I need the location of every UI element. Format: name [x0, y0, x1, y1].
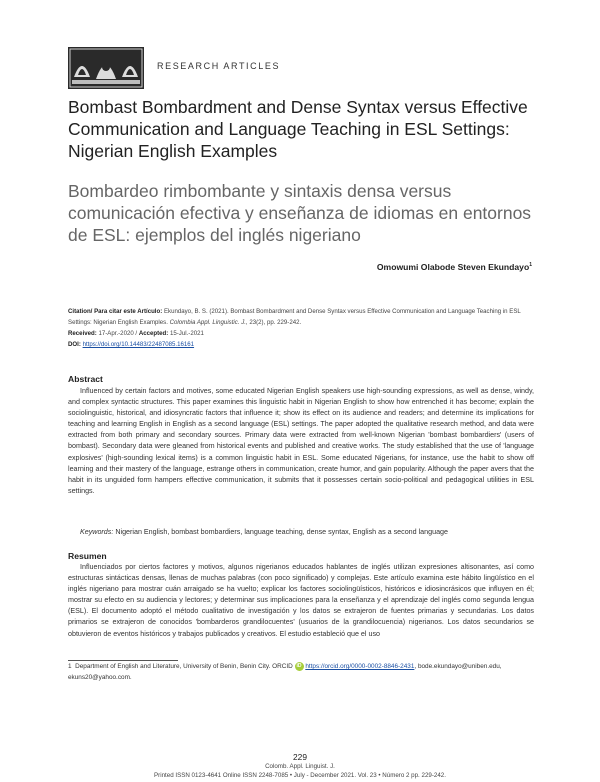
keywords-label: Keywords:: [80, 528, 114, 536]
article-title-english: Bombast Bombardment and Dense Syntax versus Effective Communication and Language Teaching in ESL Settings: Nigerian English Examples: [68, 97, 528, 161]
author-footnote-marker: 1: [529, 262, 532, 269]
footnote-text: Department of English and Literature, University of Benin, Benin City. ORCID: [75, 663, 293, 671]
accepted-label: Accepted:: [138, 330, 169, 337]
received-label: Received:: [68, 330, 97, 337]
citation-text: Ekundayo, B. S. (2021). Bombast Bombardment and Dense Syntax versus Effective Communication and Language Teaching in ESL Settings: Nigerian English Examples.: [68, 308, 521, 326]
footer-issn: Printed ISSN 0123-4641 Online ISSN 2248-7085 • July - December 2021. Vol. 23 • Número 2 pp. 229-242.: [154, 772, 446, 779]
orcid-link[interactable]: https://orcid.org/0000-0002-8846-2431: [305, 663, 415, 671]
citation-label: Citation/ Para citar este Artículo:: [68, 308, 163, 315]
abstract-heading: Abstract: [68, 374, 103, 384]
citation-journal: Colombia Appl. Linguistic. J.,: [169, 319, 248, 326]
keywords-line: [80, 527, 536, 538]
footnote-number: 1: [68, 663, 72, 671]
accepted-date: 15-Jul.-2021: [170, 330, 204, 337]
keywords-text: Nigerian English, bombast bombardiers, language teaching, dense syntax, English as a second language: [115, 528, 448, 536]
footnote: [68, 662, 534, 683]
resumen-text: Influenciados por ciertos factores y motivos, algunos nigerianos educados hablantes de inglés utilizan expresiones altisonantes, así como estructuras sintácticas densas, llenas de muchas palabras (con poco significado) y complejas. Este artículo examina este hábito lingüístico en el inglés nigeriano para mostrar cuán arraigado se ha vuelto; explicar los factores sociolingüísticos, históricos e idiosincrásicos que influyen en él; mostrar su efecto en su audiencia y lectores; y determinar sus implicaciones para la enseñanza y el aprendizaje del inglés como segunda lengua (ESL). El documento adoptó el método cualitativo de investigación y los datos se extrajeron de fuentes primarias y secundarias. Los datos primarios se extrajeron de conocidos 'bombarderos grandilocuentes' (usuarios de la grandilocuencia) nigerianos. Los datos secundarios se obtuvieron de eventos históricos y trabajos publicados y creativos. El estudio estableció que el uso: [68, 563, 534, 638]
dates-line: Received: 17-Apr.-2020 / Accepted: 15-Jul.-2021: [68, 330, 204, 337]
doi-link[interactable]: https://doi.org/10.14483/22487085.16161: [82, 341, 195, 348]
citation-block: [68, 306, 534, 350]
doi-label: DOI:: [68, 341, 81, 348]
resumen-heading: Resumen: [68, 551, 107, 561]
citation-line: [68, 306, 534, 328]
orcid-icon[interactable]: iD: [296, 663, 302, 669]
footer-journal: Colomb. Appl. Linguist. J.: [265, 763, 335, 770]
abstract-text: Influenced by certain factors and motives, some educated Nigerian English speakers use high-sounding expressions, as well as dense, windy, and complex syntactic structures. This paper examines this linguistic habit in Nigerian English to show how entrenched it has become; explain the sociolinguistic, historical, and idiosyncratic factors that influence it; show its effect on its audience and readers; and determine its implications for teaching and learning English in English as a second language (ESL) settings. The paper adopted the qualitative research method, and data were extracted from both primary and secondary sources. Primary data were extracted from well-known Nigerian 'bombast bombardiers' (users of bombast). Secondary data were gleaned from historical events and published and creative works. The study established that the use of 'language explosives' (high-sounding lexical items) is a common linguistic habit in ESL. Some educated Nigerians, for instance, use the habit to show off learning and their mastery of the language, estrange others in communication, create humor, and gain popularity. Although the paper avers that the habit in its unguided form hampers effective communication, it submits that it possesses certain socio-political and pedagogical utilities in ESL settings.: [68, 387, 534, 495]
page-number: 229: [293, 752, 307, 762]
footnote-divider: [68, 660, 178, 661]
doi-line: [68, 339, 534, 350]
footnote-emails: , bode.ekundayo@uniben.edu, ekuns20@yahoo.com.: [68, 663, 502, 681]
article-title-spanish: Bombardeo rimbombante y sintaxis densa versus comunicación efectiva y enseñanza de idiomas en entornos de ESL: ejemplos del inglés nigeriano: [68, 181, 532, 245]
author-name[interactable]: [377, 262, 532, 272]
received-date: 17-Apr.-2020: [98, 330, 134, 337]
author-name-text: Omowumi Olabode Steven Ekundayo: [376, 262, 530, 272]
section-label: RESEARCH ARTICLES: [157, 61, 281, 71]
journal-logo-icon: [68, 47, 144, 89]
citation-volume: 23(2), pp. 229-242.: [249, 319, 302, 326]
